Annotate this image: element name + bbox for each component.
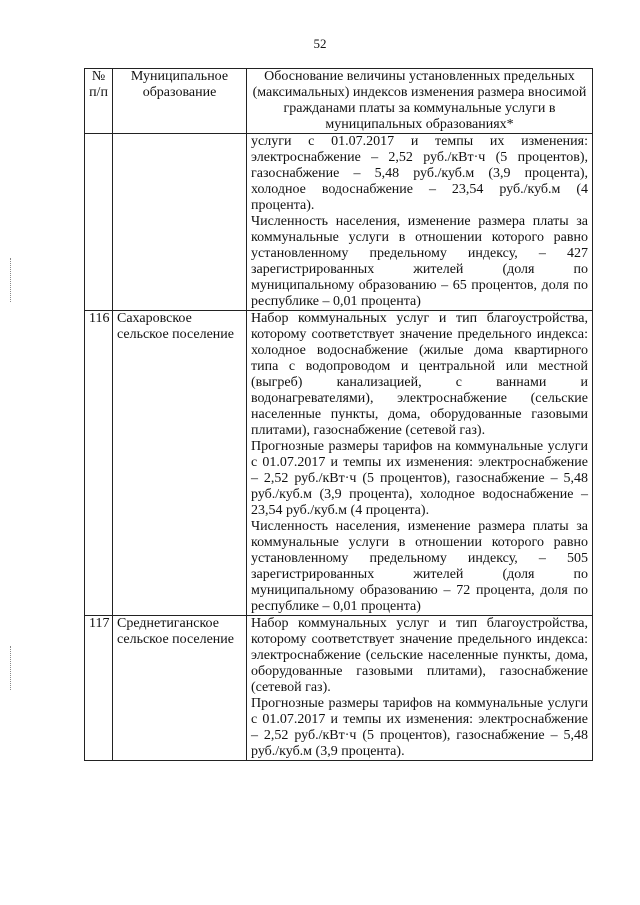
table-row <box>85 311 593 616</box>
row-municipality: Сахаровское сельское поселение <box>113 311 247 616</box>
row-justification <box>247 311 593 616</box>
header-justification: Обоснование величины установленных предельных (максимальных) индексов изменения размера вносимой гражданами платы за коммунальные услуги в муниципальных образованиях* <box>247 69 593 134</box>
row-number: 116 <box>85 311 113 616</box>
justification-paragraph: Численность населения, изменение размера платы за коммунальные услуги в отношении которого равно установленному предельному индексу, – 427 зарегистрированных жителей (доля по муниципальному образованию – 65 процентов, доля по республике – 0,01 процента) <box>251 214 588 309</box>
justification-paragraph: услуги с 01.07.2017 и темпы их изменения: электроснабжение – 2,52 руб./кВт·ч (5 процентов), газоснабжение – 5,48 руб./куб.м (3,9 процента), холодное водоснабжение – 23,54 руб./куб.м (4 процента). <box>251 134 588 213</box>
page-number: 52 <box>313 36 327 51</box>
table-row <box>85 616 593 761</box>
margin-mark-top <box>10 258 11 302</box>
row-justification <box>247 616 593 761</box>
table-header-row <box>85 69 593 134</box>
row-justification <box>247 134 593 311</box>
tariff-index-table <box>84 68 593 761</box>
header-number: № п/п <box>85 69 113 134</box>
justification-paragraph: Набор коммунальных услуг и тип благоустройства, которому соответствует значение предельного индекса: электроснабжение (сельские населенные пункты, дома, оборудованные газовыми плитами), газоснабжение (сетевой газ). <box>251 616 588 695</box>
justification-paragraph: Прогнозные размеры тарифов на коммунальные услуги с 01.07.2017 и темпы их изменения: электроснабжение – 2,52 руб./кВт·ч (5 процентов), газоснабжение – 5,48 руб./куб.м (3,9 процента), холодное водоснабжение – 23,54 руб./куб.м (4 процента). <box>251 439 588 518</box>
row-number <box>85 134 113 311</box>
row-number: 117 <box>85 616 113 761</box>
row-municipality <box>113 134 247 311</box>
justification-paragraph: Прогнозные размеры тарифов на коммунальные услуги с 01.07.2017 и темпы их изменения: электроснабжение – 2,52 руб./кВт·ч (5 процентов), газоснабжение – 5,48 руб./куб.м (3,9 процента). <box>251 696 588 759</box>
justification-paragraph: Численность населения, изменение размера платы за коммунальные услуги в отношении которого равно установленному предельному индексу, – 505 зарегистрированных жителей (доля по муниципальному образованию – 72 процента, доля по республике – 0,01 процента) <box>251 519 588 614</box>
row-municipality: Среднетиганское сельское поселение <box>113 616 247 761</box>
table-row <box>85 134 593 311</box>
justification-paragraph: Набор коммунальных услуг и тип благоустройства, которому соответствует значение предельного индекса: холодное водоснабжение (жилые дома квартирного типа с водопроводом и центральной или местной (выгреб) канализацией, с ваннами и водонагревателями), электроснабжение (сельские населенные пункты, дома, оборудованные газовыми плитами), газоснабжение (сетевой газ). <box>251 311 588 438</box>
margin-mark-bottom <box>10 646 11 690</box>
header-municipality: Муниципальное образование <box>113 69 247 134</box>
